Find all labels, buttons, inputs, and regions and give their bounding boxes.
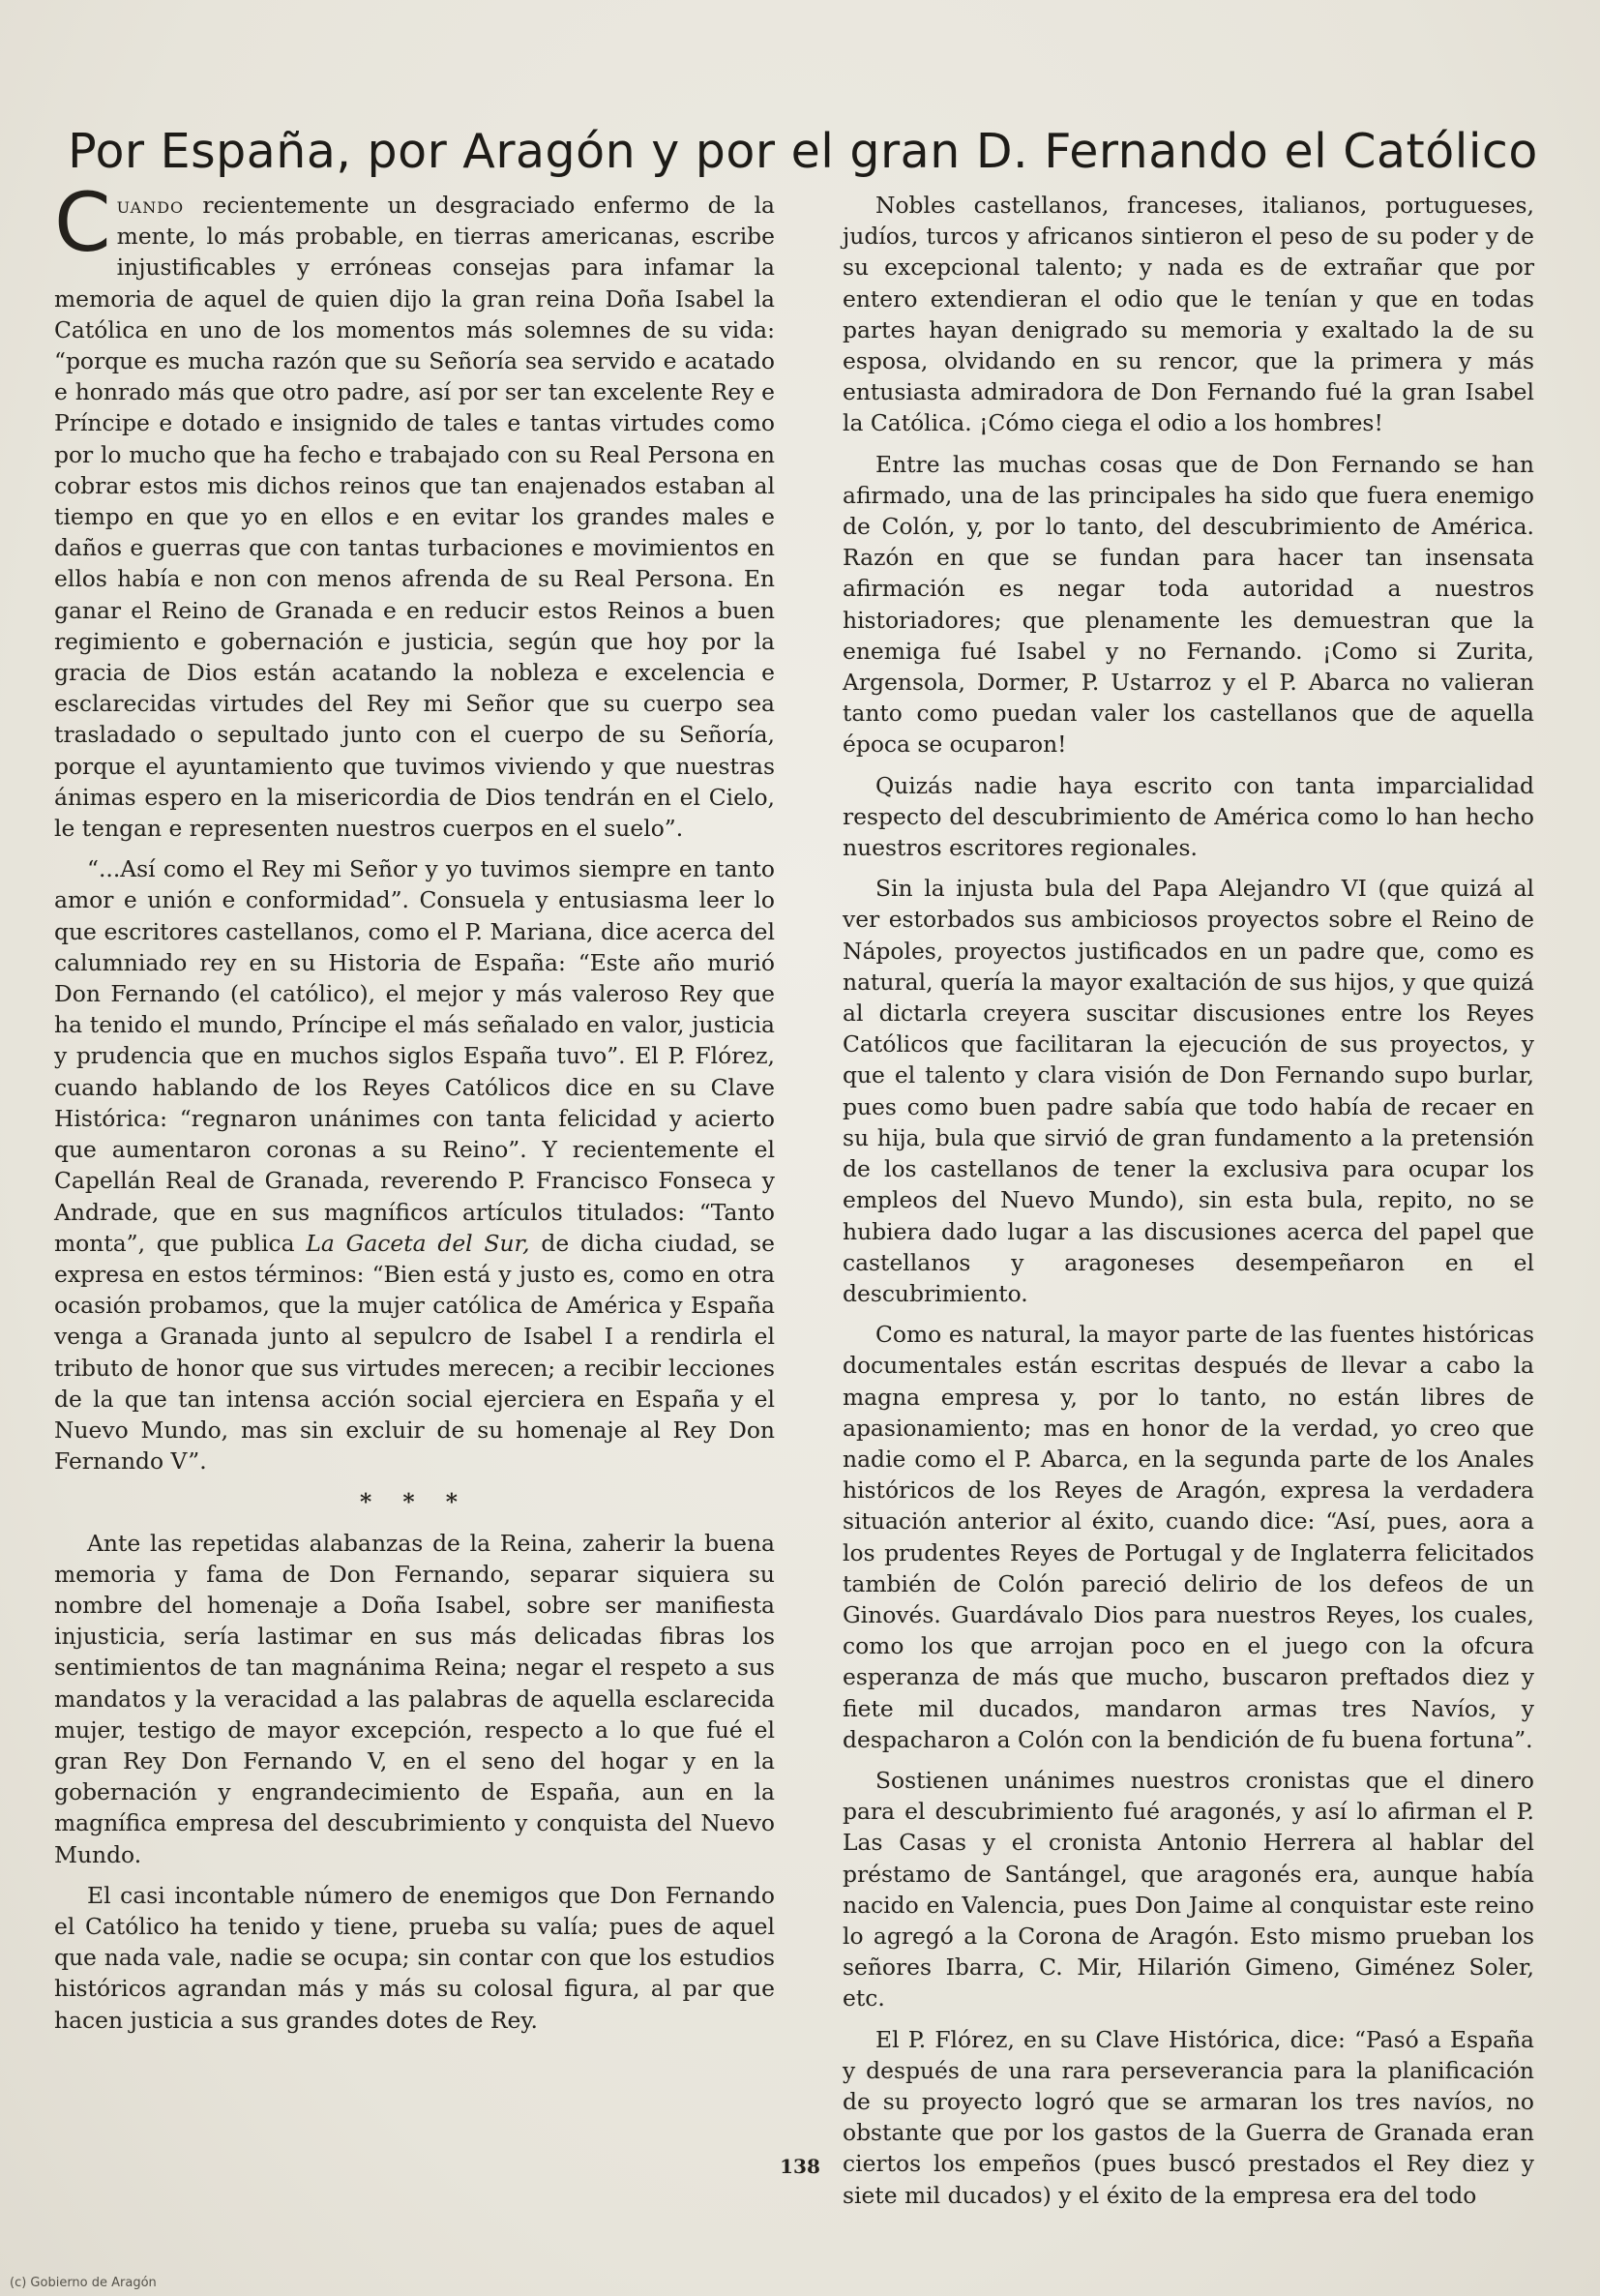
right-column bbox=[843, 190, 1534, 2221]
paragraph: Como es natural, la mayor parte de las fuentes históricas documentales están escritas después de llevar a cabo la magna empresa y, por lo tanto, no están libres de apasionamiento; mas en honor de la verdad, yo creo que nadie como el P. Abarca, en la segunda parte de los Anales históricos de los Reyes de Aragón, expresa la verdadera situación anterior al éxito, cuando dice: “Así, pues, aora a los prudentes Reyes de Portugal y de Inglaterra felicitados también de Colón pareció delirio de los defeos de un Ginovés. Guardávalo Dios para nuestros Reyes, los cuales, como los que arrojan poco en el juego con la ofcura esperanza de más que mucho, buscaron preftados diez y fiete mil ducados, mandaron armas tres Navíos, y despacharon a Colón con la bendición de fu buena fortuna”. bbox=[843, 1321, 1534, 1753]
section-separator: * * * bbox=[360, 1488, 469, 1516]
paragraph: Sostienen unánimes nuestros cronistas que el dinero para el descubrimiento fué aragonés, y así lo afirman el P. Las Casas y el cronista Antonio Herrera al hablar del préstamo de Santángel, que aragonés era, aunque había nacido en Valencia, pues Don Jaime al conquistar este reino lo agregó a la Corona de Aragón. Esto mismo prueban los señores Ibarra, C. Mir, Hilarión Gimeno, Giménez Soler, etc. bbox=[843, 1766, 1534, 2013]
paragraph: El P. Flórez, en su Clave Histórica, dice: “Pasó a España y después de una rara perseverancia para la planificación de su proyecto logró que se armaran los tres navíos, no obstante que por los gastos de la Guerra de Granada eran ciertos los empeños (pues buscó prestados el Rey diez y siete mil ducados) y el éxito de la empresa era del todo bbox=[843, 2025, 1534, 2209]
drop-cap: C bbox=[54, 175, 111, 270]
paragraph: Ante las repetidas alabanzas de la Reina, zaherir la buena memoria y fama de Don Fernando, separar siquiera su nombre del homenaje a Doña Isabel, sobre ser manifiesta injusticia, sería lastimar en sus más delicadas fibras los sentimientos de tan magnánima Reina; negar el respeto a sus mandatos y la veracidad a las palabras de aquella esclarecida mujer, testigo de mayor excepción, respecto a lo que fué el gran Rey Don Fernando V, en el seno del hogar y en la gobernación y engrandecimiento de España, aun en la magnífica empresa del descubrimiento y conquista del Nuevo Mundo. bbox=[54, 1529, 775, 1868]
left-column bbox=[54, 175, 775, 2045]
copyright-credit: (c) Gobierno de Aragón bbox=[10, 2276, 157, 2290]
paragraph-text: recientemente un desgraciado enfermo de la mente, lo más probable, en tierras americanas, escribe injustificables y erróneas consejas para infamar la memoria de aquel de quien dijo la gran reina Doña Isabel la Católica en uno de los momentos más solemnes de su vida: “porque es mucha razón que su Señoría sea servido e acatado e honrado más que otro padre, así por ser tan excelente Rey e Príncipe e dotado e insignido de tales e tantas virtudes como por lo mucho que ha fecho e trabajado con su Real Persona en cobrar estos mis dichos reinos que tan enajenados estaban al tiempo en que yo en ellos e en evitar los grandes males e daños e guerras que con tantas turbaciones e movimientos en ellos había e non con menos afrenda de su Real Persona. En ganar el Reino de Granada e en reducir estos Reinos a buen regimiento e gobernación e justicia, según que hoy por la gracia de Dios están acatando la nobleza e excelencia e esclarecidas virtudes del Rey mi Señor que su cuerpo sea trasladado o sepultado junto con el cuerpo de su Señoría, porque el ayuntamiento que tuvimos viviendo y que nuestras ánimas espero en la misericordia de Dios tendrán en el Cielo, le tengan e representen nuestros cuerpos en el suelo”. bbox=[54, 192, 775, 843]
paragraph: Entre las muchas cosas que de Don Fernando se han afirmado, una de las principales ha sido que fuera enemigo de Colón, y, por lo tanto, del descubrimiento de América. Razón en que se fundan para hacer tan insensata afirmación es negar toda autoridad a nuestros historiadores; que plenamente les demuestran que la enemiga fué Isabel y no Fernando. ¡Como si Zurita, Argensola, Dormer, P. Ustarroz y el P. Abarca no valieran tanto como puedan valer los castellanos que de aquella época se ocuparon! bbox=[843, 450, 1534, 759]
paragraph bbox=[54, 853, 775, 1476]
publication-title: La Gaceta del Sur, bbox=[306, 1229, 530, 1257]
paragraph: Sin la injusta bula del Papa Alejandro VI (que quizá al ver estorbados sus ambiciosos proyectos sobre el Reino de Nápoles, proyectos justificados en un padre que, como es natural, quería la mayor exaltación de sus hijos, y que quizá al dictarla creyera suscitar discusiones entre los Reyes Católicos que facilitaran la ejecución de sus proyectos, y que el talento y clara visión de Don Fernando supo burlar, pues como buen padre sabía que todo había de recaer en su hija, bula que sirvió de gran fundamento a la pretensión de los castellanos de tener la exclusiva para ocupar los empleos del Nuevo Mundo), sin esta bula, repito, no se hubiera dado lugar a las discusiones acerca del papel que castellanos y aragoneses desempeñaron en el descubrimiento. bbox=[843, 875, 1534, 1307]
paragraph bbox=[54, 175, 775, 844]
paragraph-text: “...Así como el Rey mi Señor y yo tuvimos siempre en tanto amor e unión e conformidad”. Consuela y entusiasma leer lo que escritores castellanos, como el P. Mariana, dice acerca del calumniado rey en su Historia de España: “Este año murió Don Fernando (el católico), el mejor y más valeroso Rey que ha tenido el mundo, Príncipe el más señalado en valor, justicia y prudencia que en muchos siglos España tuvo”. El P. Flórez, cuando hablando de los Reyes Católicos dice en su Clave Histórica: “regnaron unánimes con tanta felicidad y acierto que aumentaron coronas a su Reino”. Y recientemente el Capellán Real de Granada, reverendo P. Francisco Fonseca y Andrade, que en sus magníficos artículos titulados: “Tanto monta”, que publica bbox=[54, 855, 775, 1257]
article-title: Por España, por Aragón y por el gran D. Fernando el Católico bbox=[68, 123, 1538, 179]
paragraph: Quizás nadie haya escrito con tanta imparcialidad respecto del descubrimiento de América como lo han hecho nuestros escritores regionales. bbox=[843, 771, 1534, 862]
paragraph: Nobles castellanos, franceses, italianos, portugueses, judíos, turcos y africanos sintieron el peso de su poder y de su excepcional talento; y nada es de extrañar que por entero extendieran el odio que le tenían y que en todas partes hayan denigrado su memoria y exaltado la de su esposa, olvidando en su rencor, que la primera y más entusiasta admiradora de Don Fernando fué la gran Isabel la Católica. ¡Cómo ciega el odio a los hombres! bbox=[843, 192, 1534, 437]
paragraph: El casi incontable número de enemigos que Don Fernando el Católico ha tenido y tiene, prueba su valía; pues de aquel que nada vale, nadie se ocupa; sin contar con que los estudios históricos agrandan más y más su colosal figura, al par que hacen justicia a sus grandes dotes de Rey. bbox=[54, 1881, 775, 2034]
paragraph-text: de dicha ciudad, se expresa en estos términos: “Bien está y justo es, como en otra ocasión probamos, que la mujer católica de América y España venga a Granada junto al sepulcro de Isabel I a rendirla el tributo de honor que sus virtudes merecen; a recibir lecciones de la que tan intensa acción social ejerciera en España y el Nuevo Mundo, mas sin excluir de su homenaje al Rey Don Fernando V”. bbox=[54, 1229, 775, 1476]
lead-in: uando bbox=[116, 192, 185, 219]
page-number: 138 bbox=[780, 2155, 820, 2178]
